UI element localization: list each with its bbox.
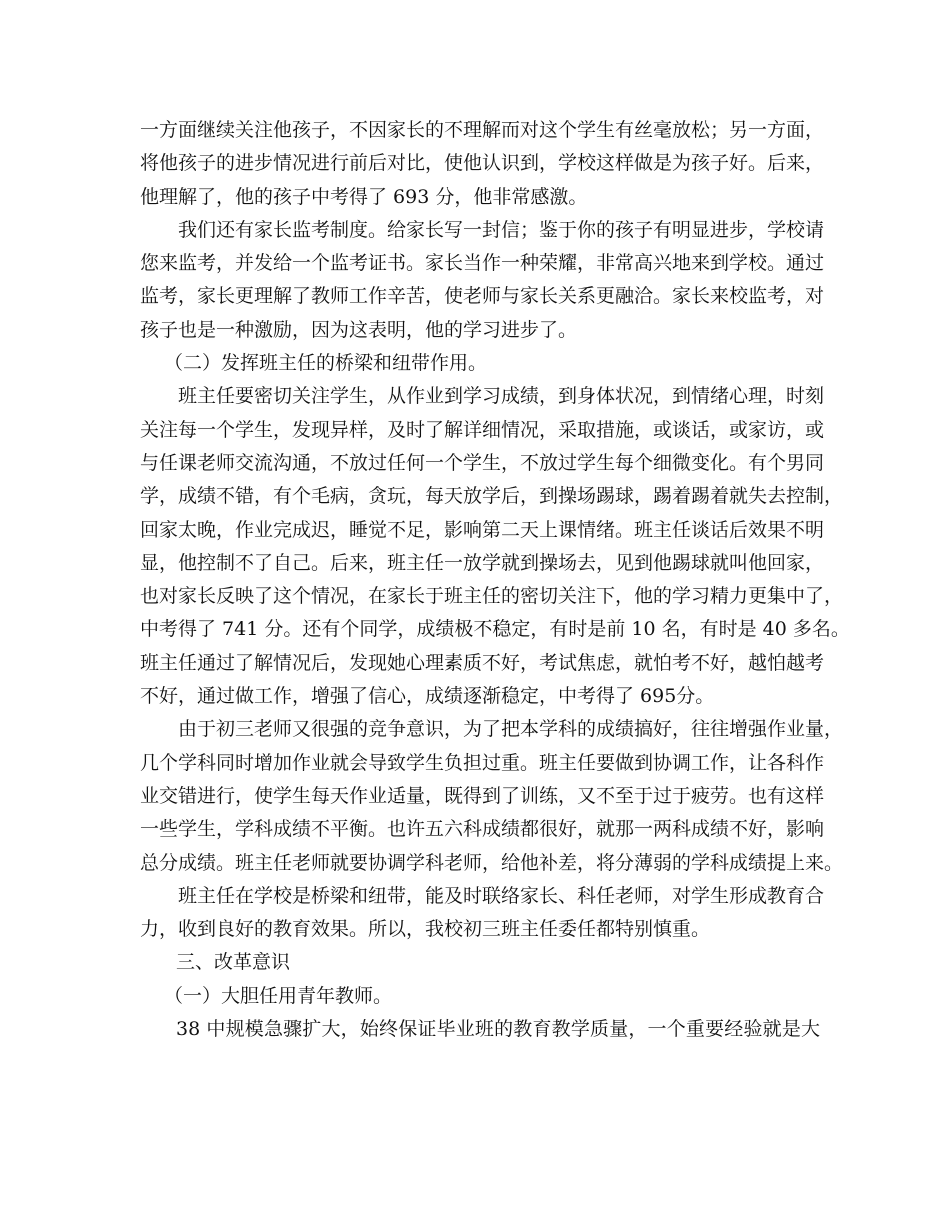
text-line: 力，收到良好的教育效果。所以，我校初三班主任委任都特别慎重。 — [140, 918, 711, 941]
text-line: 一方面继续关注他孩子，不因家长的不理解而对这个学生有丝毫放松；另一方面， — [140, 119, 825, 141]
text-line: 您来监考，并发给一个监考证书。家长当作一种荣耀，非常高兴地来到学校。通过 — [140, 252, 825, 275]
text-line: 不好，通过做工作，增强了信心，成绩逐渐稳定，中考得了 695分。 — [140, 685, 715, 708]
text-line: 班主任在学校是桥梁和纽带，能及时联络家长、科任老师，对学生形成教育合 — [178, 884, 825, 907]
text-line: 将他孩子的进步情况进行前后对比，使他认识到，学校这样做是为孩子好。后来， — [140, 152, 825, 175]
text-line: 显，他控制不了自己。后来，班主任一放学就到操场去，见到他踢球就叫他回家， — [140, 551, 825, 574]
text-line: 监考，家长更理解了教师工作辛苦，使老师与家长关系更融洽。家长来校监考，对 — [140, 285, 825, 308]
text-line: 学，成绩不错，有个毛病，贪玩，每天放学后，到操场踢球，踢着踢着就失去控制， — [140, 485, 844, 508]
subsection-heading: （一）大胆任用青年教师。 — [164, 984, 393, 1007]
text-line: 几个学科同时增加作业就会导致学生负担过重。班主任要做到协调工作，让各科作 — [140, 751, 825, 774]
text-line: 与任课老师交流沟通，不放过任何一个学生，不放过学生每个细微变化。有个男同 — [140, 451, 825, 474]
text-line: 我们还有家长监考制度。给家长写一封信；鉴于你的孩子有明显进步，学校请 — [178, 218, 825, 241]
section-heading: （二）发挥班主任的桥梁和纽带作用。 — [164, 352, 488, 375]
text-line: 孩子也是一种激励，因为这表明，他的学习进步了。 — [140, 318, 578, 341]
text-line: 班主任要密切关注学生，从作业到学习成绩，到身体状况，到情绪心理，时刻 — [178, 385, 825, 408]
text-line: 回家太晚，作业完成迟，睡觉不足，影响第二天上课情绪。班主任谈话后效果不明 — [140, 518, 825, 541]
text-line: 他理解了，他的孩子中考得了 693 分，他非常感激。 — [140, 185, 588, 208]
text-line: 总分成绩。班主任老师就要协调学科老师，给他补差，将分薄弱的学科成绩提上来。 — [140, 851, 844, 874]
text-line: 一些学生，学科成绩不平衡。也许五六科成绩都很好，就那一两科成绩不好，影响 — [140, 818, 825, 841]
document-body — [140, 114, 850, 1046]
text-line: 也对家长反映了这个情况，在家长于班主任的密切关注下，他的学习精力更集中了， — [140, 585, 844, 608]
text-line: 关注每一个学生，发现异样，及时了解详细情况，采取措施，或谈话，或家访，或 — [140, 418, 825, 441]
text-line: 班主任通过了解情况后，发现她心理素质不好，考试焦虑，就怕考不好，越怕越考 — [140, 651, 825, 674]
text-line: 业交错进行，使学生每天作业适量，既得到了训练，又不至于过于疲劳。也有这样 — [140, 784, 825, 807]
text-line: 由于初三老师又很强的竞争意识，为了把本学科的成绩搞好，往往增强作业量， — [178, 718, 844, 741]
text-line: 38 中规模急骤扩大，始终保证毕业班的教育教学质量，一个重要经验就是大 — [176, 1018, 820, 1041]
text-line: 中考得了 741 分。还有个同学，成绩极不稳定，有时是前 10 名，有时是 40 多名。 — [140, 618, 850, 641]
section-heading: 三、改革意识 — [176, 951, 291, 974]
